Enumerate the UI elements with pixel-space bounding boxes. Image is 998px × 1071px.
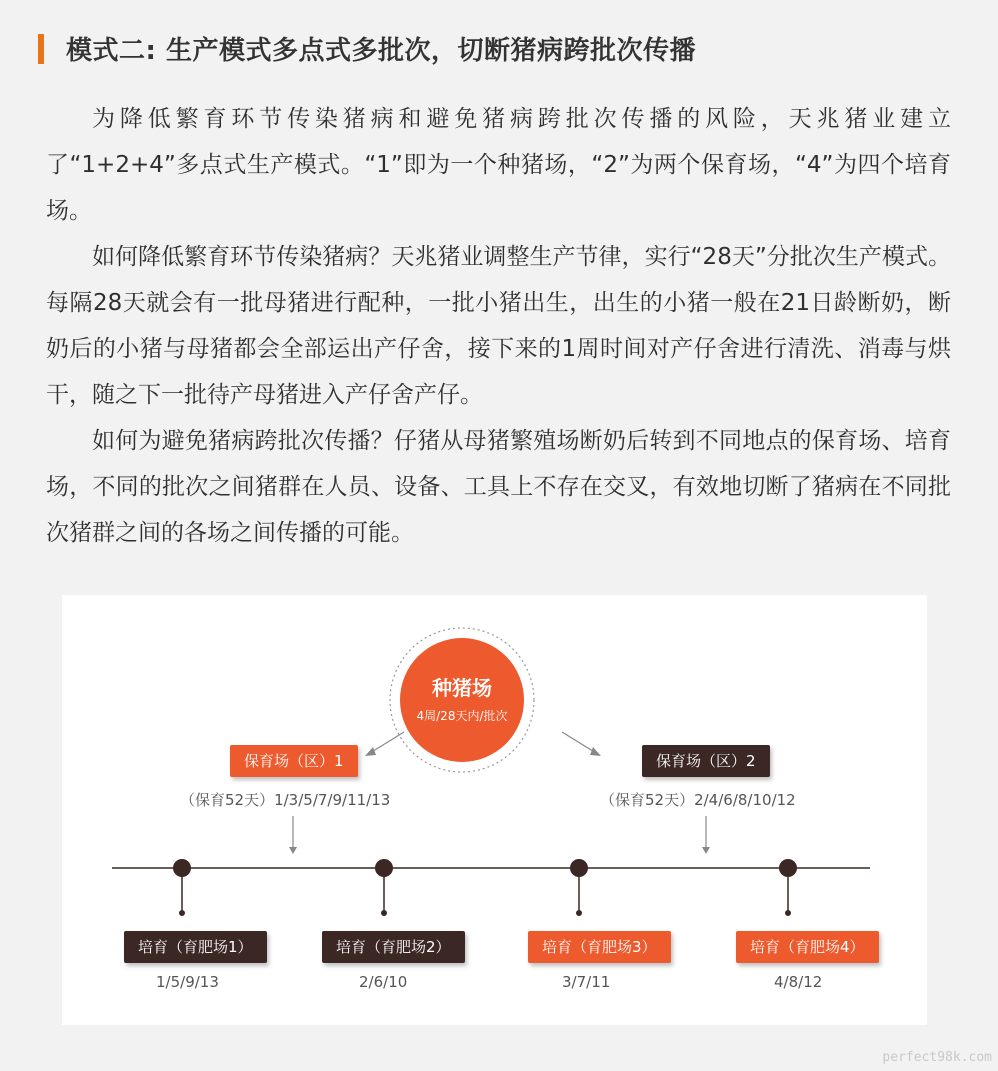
arrow-left-line bbox=[370, 732, 404, 753]
timeline-node-4 bbox=[779, 859, 797, 916]
nursery-1-box: 保育场（区）1 bbox=[230, 745, 358, 777]
grower-1-batches: 1/5/9/13 bbox=[156, 973, 219, 991]
arrow-down-2-head bbox=[702, 847, 710, 854]
grower-2-box: 培育（育肥场2） bbox=[322, 931, 465, 963]
watermark: perfect98k.com bbox=[882, 1050, 992, 1065]
grower-2-batches: 2/6/10 bbox=[359, 973, 408, 991]
production-mode-diagram bbox=[62, 595, 927, 1025]
article-body bbox=[46, 96, 951, 556]
timeline-node-2 bbox=[375, 859, 393, 916]
heading-accent-bar bbox=[38, 34, 44, 64]
grower-1-box: 培育（育肥场1） bbox=[124, 931, 267, 963]
timeline-node-3 bbox=[570, 859, 588, 916]
arrow-down-1-head bbox=[289, 847, 297, 854]
grower-3-batches: 3/7/11 bbox=[562, 973, 611, 991]
grower-4-box: 培育（育肥场4） bbox=[736, 931, 879, 963]
nursery-2-box: 保育场（区）2 bbox=[642, 745, 770, 777]
timeline-node-1 bbox=[173, 859, 191, 916]
heading-title: 模式二: 生产模式多点式多批次，切断猪病跨批次传播 bbox=[66, 36, 696, 66]
center-circle-subtitle: 4周/28天内/批次 bbox=[416, 709, 508, 723]
paragraph-2: 如何降低繁育环节传染猪病？天兆猪业调整生产节律，实行“28天”分批次生产模式。每隔28天就会有一批母猪进行配种，一批小猪出生，出生的小猪一般在21日龄断奶，断奶后的小猪与母猪都会全部运出产仔舍，接下来的1周时间对产仔舍进行清洗、消毒与烘干，随之下一批待产母猪进入产仔舍产仔。 bbox=[46, 244, 951, 408]
arrow-right-line bbox=[562, 732, 596, 753]
grower-4-batches: 4/8/12 bbox=[774, 973, 823, 991]
paragraph-3: 如何为避免猪病跨批次传播？仔猪从母猪繁殖场断奶后转到不同地点的保育场、培育场，不同的批次之间猪群在人员、设备、工具上不存在交叉，有效地切断了猪病在不同批次猪群之间的各场之间传播的可能。 bbox=[46, 428, 951, 546]
paragraph-1: 为降低繁育环节传染猪病和避免猪病跨批次传播的风险，天兆猪业建立了“1+2+4”多点式生产模式。“1”即为一个种猪场，“2”为两个保育场，“4”为四个培育场。 bbox=[46, 106, 951, 224]
nursery-1-caption: （保育52天）1/3/5/7/9/11/13 bbox=[180, 791, 391, 809]
arrow-right-head bbox=[590, 747, 601, 756]
center-circle-title: 种猪场 bbox=[432, 676, 492, 700]
arrow-left-head bbox=[365, 747, 376, 756]
nursery-2-caption: （保育52天）2/4/6/8/10/12 bbox=[600, 791, 796, 809]
grower-3-box: 培育（育肥场3） bbox=[528, 931, 671, 963]
section-heading bbox=[38, 30, 696, 67]
